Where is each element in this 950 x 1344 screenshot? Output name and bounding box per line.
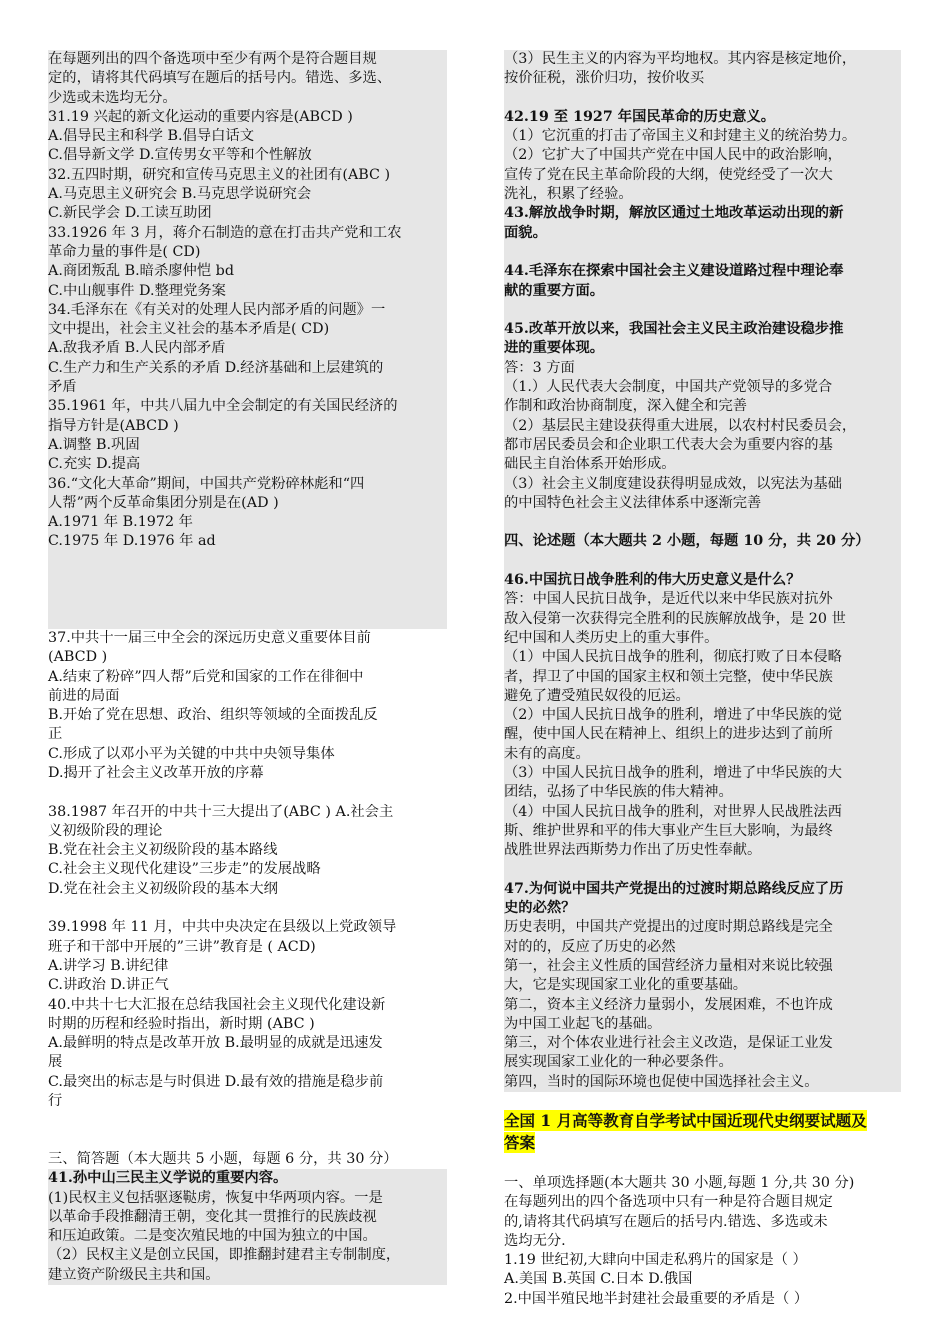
text-line: 对的的，反应了历史的必然 — [504, 938, 676, 955]
question-title: 47.为何说中国共产党提出的过渡时期总路线反应了历 — [504, 880, 844, 897]
section-heading: 一、单项选择题(本大题共 30 小题,每题 1 分,共 30 分) — [504, 1174, 855, 1191]
text-line: 战胜世界法西斯势力作出了历史性奉献。 — [504, 842, 762, 859]
text-line: C.新民学会 D.工读互助团 — [48, 205, 212, 222]
text-line: (1)民权主义包括驱逐鞑虏，恢复中华两项内容。一是 — [48, 1189, 383, 1206]
text-line: 矛盾 — [48, 379, 77, 396]
text-line: A.1971 年 B.1972 年 — [48, 514, 193, 531]
text-line: 35.1961 年，中共八届九中全会制定的有关国民经济的 — [48, 398, 398, 415]
text-line: 人帮”两个反革命集团分别是在(AD ) — [48, 494, 279, 511]
text-line: （1）它沉重的打击了帝国主义和封建主义的统治势力。 — [504, 128, 857, 145]
text-line: 者，捍卫了中国的国家主权和领土完整，使中华民族 — [504, 668, 833, 685]
left-block-1 — [48, 50, 447, 629]
text-line: （3）社会主义制度建设获得明显成效，以宪法为基础 — [504, 475, 842, 492]
text-line: （1）中国人民抗日战争的胜利，彻底打败了日本侵略 — [504, 649, 842, 666]
text-line: C.充实 D.提高 — [48, 456, 141, 473]
text-line: （3）民生主义的内容为平均地权。其内容是核定地价， — [504, 51, 857, 67]
text-line: 少选或未选均无分。 — [48, 89, 177, 106]
text-line: （4）中国人民抗日战争的胜利，对世界人民战胜法西 — [504, 803, 842, 820]
text-line: 的中国特色社会主义法律体系中逐渐完善 — [504, 494, 762, 511]
text-line: 展实现国家工业化的一种必要条件。 — [504, 1054, 733, 1071]
text-line: 定的，请将其代码填写在题后的括号内。错选、多选、 — [48, 70, 392, 87]
text-line: 按价征税，涨价归功，按价收买 — [504, 70, 705, 87]
text-line: 展 — [48, 1054, 63, 1071]
left-block-q41 — [48, 1169, 447, 1285]
text-line: 34.毛泽东在《有关对的处理人民内部矛盾的问题》一 — [48, 301, 386, 318]
text-line: A.讲学习 B.讲纪律 — [48, 957, 169, 974]
text-line: C.讲政治 D.讲正气 — [48, 977, 169, 994]
text-line: 答：3 方面 — [504, 359, 575, 376]
text-line: 行 — [48, 1093, 63, 1110]
text-line: 第一，社会主义性质的国营经济力量相对来说比较强 — [504, 957, 833, 974]
text-line: 指导方针是(ABCD ) — [48, 417, 179, 434]
text-line: 在每题列出的四个备选项中只有一种是符合题目规定 — [504, 1194, 833, 1211]
text-line: 时期的历程和经验时指出，新时期 (ABC ) — [48, 1015, 315, 1032]
question-title: 43.解放战争时期，解放区通过土地改革运动出现的新 — [504, 205, 844, 222]
text-line: 答：中国人民抗日战争，是近代以来中华民族对抗外 — [504, 591, 833, 608]
right-column — [504, 50, 901, 1309]
text-line: 1.19 世纪初,大肆向中国走私鸦片的国家是（ ） — [504, 1252, 807, 1269]
question-title: 44.毛泽东在探索中国社会主义建设道路过程中理论奉 — [504, 263, 844, 280]
text-line: 31.19 兴起的新文化运动的重要内容是(ABCD ) — [48, 108, 353, 125]
text-line: 33.1926 年 3 月，蒋介石制造的意在打击共产党和工农 — [48, 224, 402, 241]
exam-title: 答案 — [504, 1133, 536, 1153]
text-line: 以革命手段推翻清王朝，变化其一贯推行的民族歧视 — [48, 1208, 377, 1225]
text-line: 第四，当时的国际环境也促使中国选择社会主义。 — [504, 1073, 819, 1090]
text-line: C.社会主义现代化建设”三步走”的发展战略 — [48, 861, 321, 878]
text-line: 37.中共十一届三中全会的深远历史意义重要体目前 — [48, 629, 371, 646]
text-line: (ABCD ) — [48, 649, 108, 666]
text-line: 前进的局面 — [48, 687, 120, 704]
text-line: 为中国工业起飞的基础。 — [504, 1015, 662, 1032]
text-line: B.党在社会主义初级阶段的基本路线 — [48, 842, 278, 859]
text-line: 大，它是实现国家工业化的重要基础。 — [504, 977, 748, 994]
text-line: 宣传了党在民主革命阶段的大纲，使党经受了一次大 — [504, 166, 833, 183]
question-title: 42.19 至 1927 年国民革命的历史意义。 — [504, 108, 776, 125]
text-line: 建立资产阶级民主共和国。 — [48, 1266, 220, 1283]
text-line: C.1975 年 D.1976 年 ad — [48, 533, 216, 550]
text-line: C.生产力和生产关系的矛盾 D.经济基础和上层建筑的 — [48, 359, 384, 376]
question-title: 46.中国抗日战争胜利的伟大历史意义是什么？ — [504, 572, 801, 589]
text-line: 38.1987 年召开的中共十三大提出了(ABC ) A.社会主 — [48, 803, 394, 820]
text-line: 醒，使中国人民在精神上、组织上的进步达到了前所 — [504, 726, 833, 743]
text-line: 历史表明，中国共产党提出的过度时期总路线是完全 — [504, 919, 833, 936]
text-line: （2）它扩大了中国共产党在中国人民中的政治影响， — [504, 147, 842, 164]
text-line: 文中提出，社会主义社会的基本矛盾是( CD) — [48, 321, 330, 338]
text-line: A.敌我矛盾 B.人民内部矛盾 — [48, 340, 226, 357]
text-line: 纪中国和人类历史上的重大事件。 — [504, 629, 719, 646]
text-line: 36.“文化大革命”期间，中国共产党粉碎林彪和“四 — [48, 475, 365, 492]
text-line: 正 — [48, 726, 63, 743]
left-block-2 — [48, 629, 447, 1169]
section-heading: 四、论述题（本大题共 2 小题，每题 10 分，共 20 分） — [504, 533, 870, 550]
text-line: 在每题列出的四个备选项中至少有两个是符合题目规 — [48, 51, 377, 67]
text-line: A.马克思主义研究会 B.马克思学说研究会 — [48, 186, 312, 203]
text-line: A.美国 B.英国 C.日本 D.俄国 — [504, 1271, 693, 1288]
text-line: 都市居民委员会和企业职工代表大会为重要内容的基 — [504, 436, 833, 453]
section-1-block — [504, 1174, 901, 1309]
text-line: （2）民权主义是创立民国，即推翻封建君主专制制度， — [48, 1247, 401, 1264]
text-line: 班子和干部中开展的”三讲”教育是 ( ACD) — [48, 938, 316, 955]
section-heading: 三、简答题（本大题共 5 小题，每题 6 分，共 30 分） — [48, 1150, 398, 1167]
text-line: 础民主自治体系开始形成。 — [504, 456, 676, 473]
text-line: 的,请将其代码填写在题后的括号内.错选、多选或未 — [504, 1213, 828, 1230]
text-line: 2.中国半殖民地半封建社会最重要的矛盾是（ ） — [504, 1290, 809, 1307]
text-line: B.开始了党在思想、政治、组织等领域的全面拨乱反 — [48, 707, 378, 724]
text-line: 作制和政治协商制度，深入健全和完善 — [504, 398, 748, 415]
exam-title: 全国 1 月高等教育自学考试中国近现代史纲要试题及 — [504, 1111, 867, 1131]
text-line: A.调整 B.巩固 — [48, 436, 140, 453]
right-block-1 — [504, 50, 901, 1092]
text-line: A.倡导民主和科学 B.倡导白话文 — [48, 128, 255, 145]
text-line: C.中山舰事件 D.整理党务案 — [48, 282, 226, 299]
text-line: 团结，弘扬了中华民族的伟大精神。 — [504, 784, 733, 801]
question-title: 进的重要体现。 — [504, 340, 605, 357]
question-title: 45.改革开放以来，我国社会主义民主政治建设稳步推 — [504, 321, 844, 338]
question-title: 史的必然？ — [504, 900, 576, 917]
text-line: 选均无分. — [504, 1232, 566, 1249]
text-line: A.结束了粉碎”四人帮”后党和国家的工作在徘徊中 — [48, 668, 364, 685]
text-line: 32.五四时期，研究和宣传马克思主义的社团有(ABC ) — [48, 166, 391, 183]
text-line: 40.中共十七大汇报在总结我国社会主义现代化建设新 — [48, 996, 386, 1013]
text-line: 39.1998 年 11 月，中共中央决定在县级以上党政领导 — [48, 919, 397, 936]
text-line: 义初级阶段的理论 — [48, 822, 163, 839]
text-line: 洗礼，积累了经验。 — [504, 186, 633, 203]
text-line: （2）中国人民抗日战争的胜利，增进了中华民族的觉 — [504, 707, 842, 724]
text-line: D.党在社会主义初级阶段的基本大纲 — [48, 880, 278, 897]
text-line: 和压迫政策。二是变次殖民地的中国为独立的中国。 — [48, 1228, 377, 1245]
text-line: C.最突出的标志是与时俱进 D.最有效的措施是稳步前 — [48, 1073, 384, 1090]
text-line: C.倡导新文学 D.宣传男女平等和个性解放 — [48, 147, 312, 164]
question-title: 献的重要方面。 — [504, 282, 605, 299]
text-line: （3）中国人民抗日战争的胜利，增进了中华民族的大 — [504, 764, 842, 781]
text-line: 革命力量的事件是( CD) — [48, 243, 201, 260]
text-line: （1.）人民代表大会制度，中国共产党领导的多党合 — [504, 379, 833, 396]
text-line: A.商团叛乱 B.暗杀廖仲恺 bd — [48, 263, 234, 280]
question-title: 面貌。 — [504, 224, 547, 241]
left-column — [48, 50, 447, 1285]
question-title: 41.孙中山三民主义学说的重要内容。 — [48, 1170, 288, 1187]
text-line: （2）基层民主建设获得重大进展，以农村村民委员会， — [504, 417, 857, 434]
text-line: 未有的高度。 — [504, 745, 590, 762]
text-line: D.揭开了社会主义改革开放的序幕 — [48, 764, 264, 781]
text-line: 第三，对个体农业进行社会主义改造，是保证工业发 — [504, 1035, 833, 1052]
exam-title-block — [504, 1110, 901, 1155]
text-line: 第二，资本主义经济力量弱小，发展困难，不也许成 — [504, 996, 833, 1013]
text-line: 敌入侵第一次获得完全胜利的民族解放战争，是 20 世 — [504, 610, 846, 627]
text-line: C.形成了以邓小平为关键的中共中央领导集体 — [48, 745, 335, 762]
text-line: 斯、维护世界和平的伟大事业产生巨大影响，为最终 — [504, 822, 833, 839]
text-line: 避免了遭受殖民奴役的厄运。 — [504, 687, 690, 704]
text-line: A.最鲜明的特点是改革开放 B.最明显的成就是迅速发 — [48, 1035, 383, 1052]
